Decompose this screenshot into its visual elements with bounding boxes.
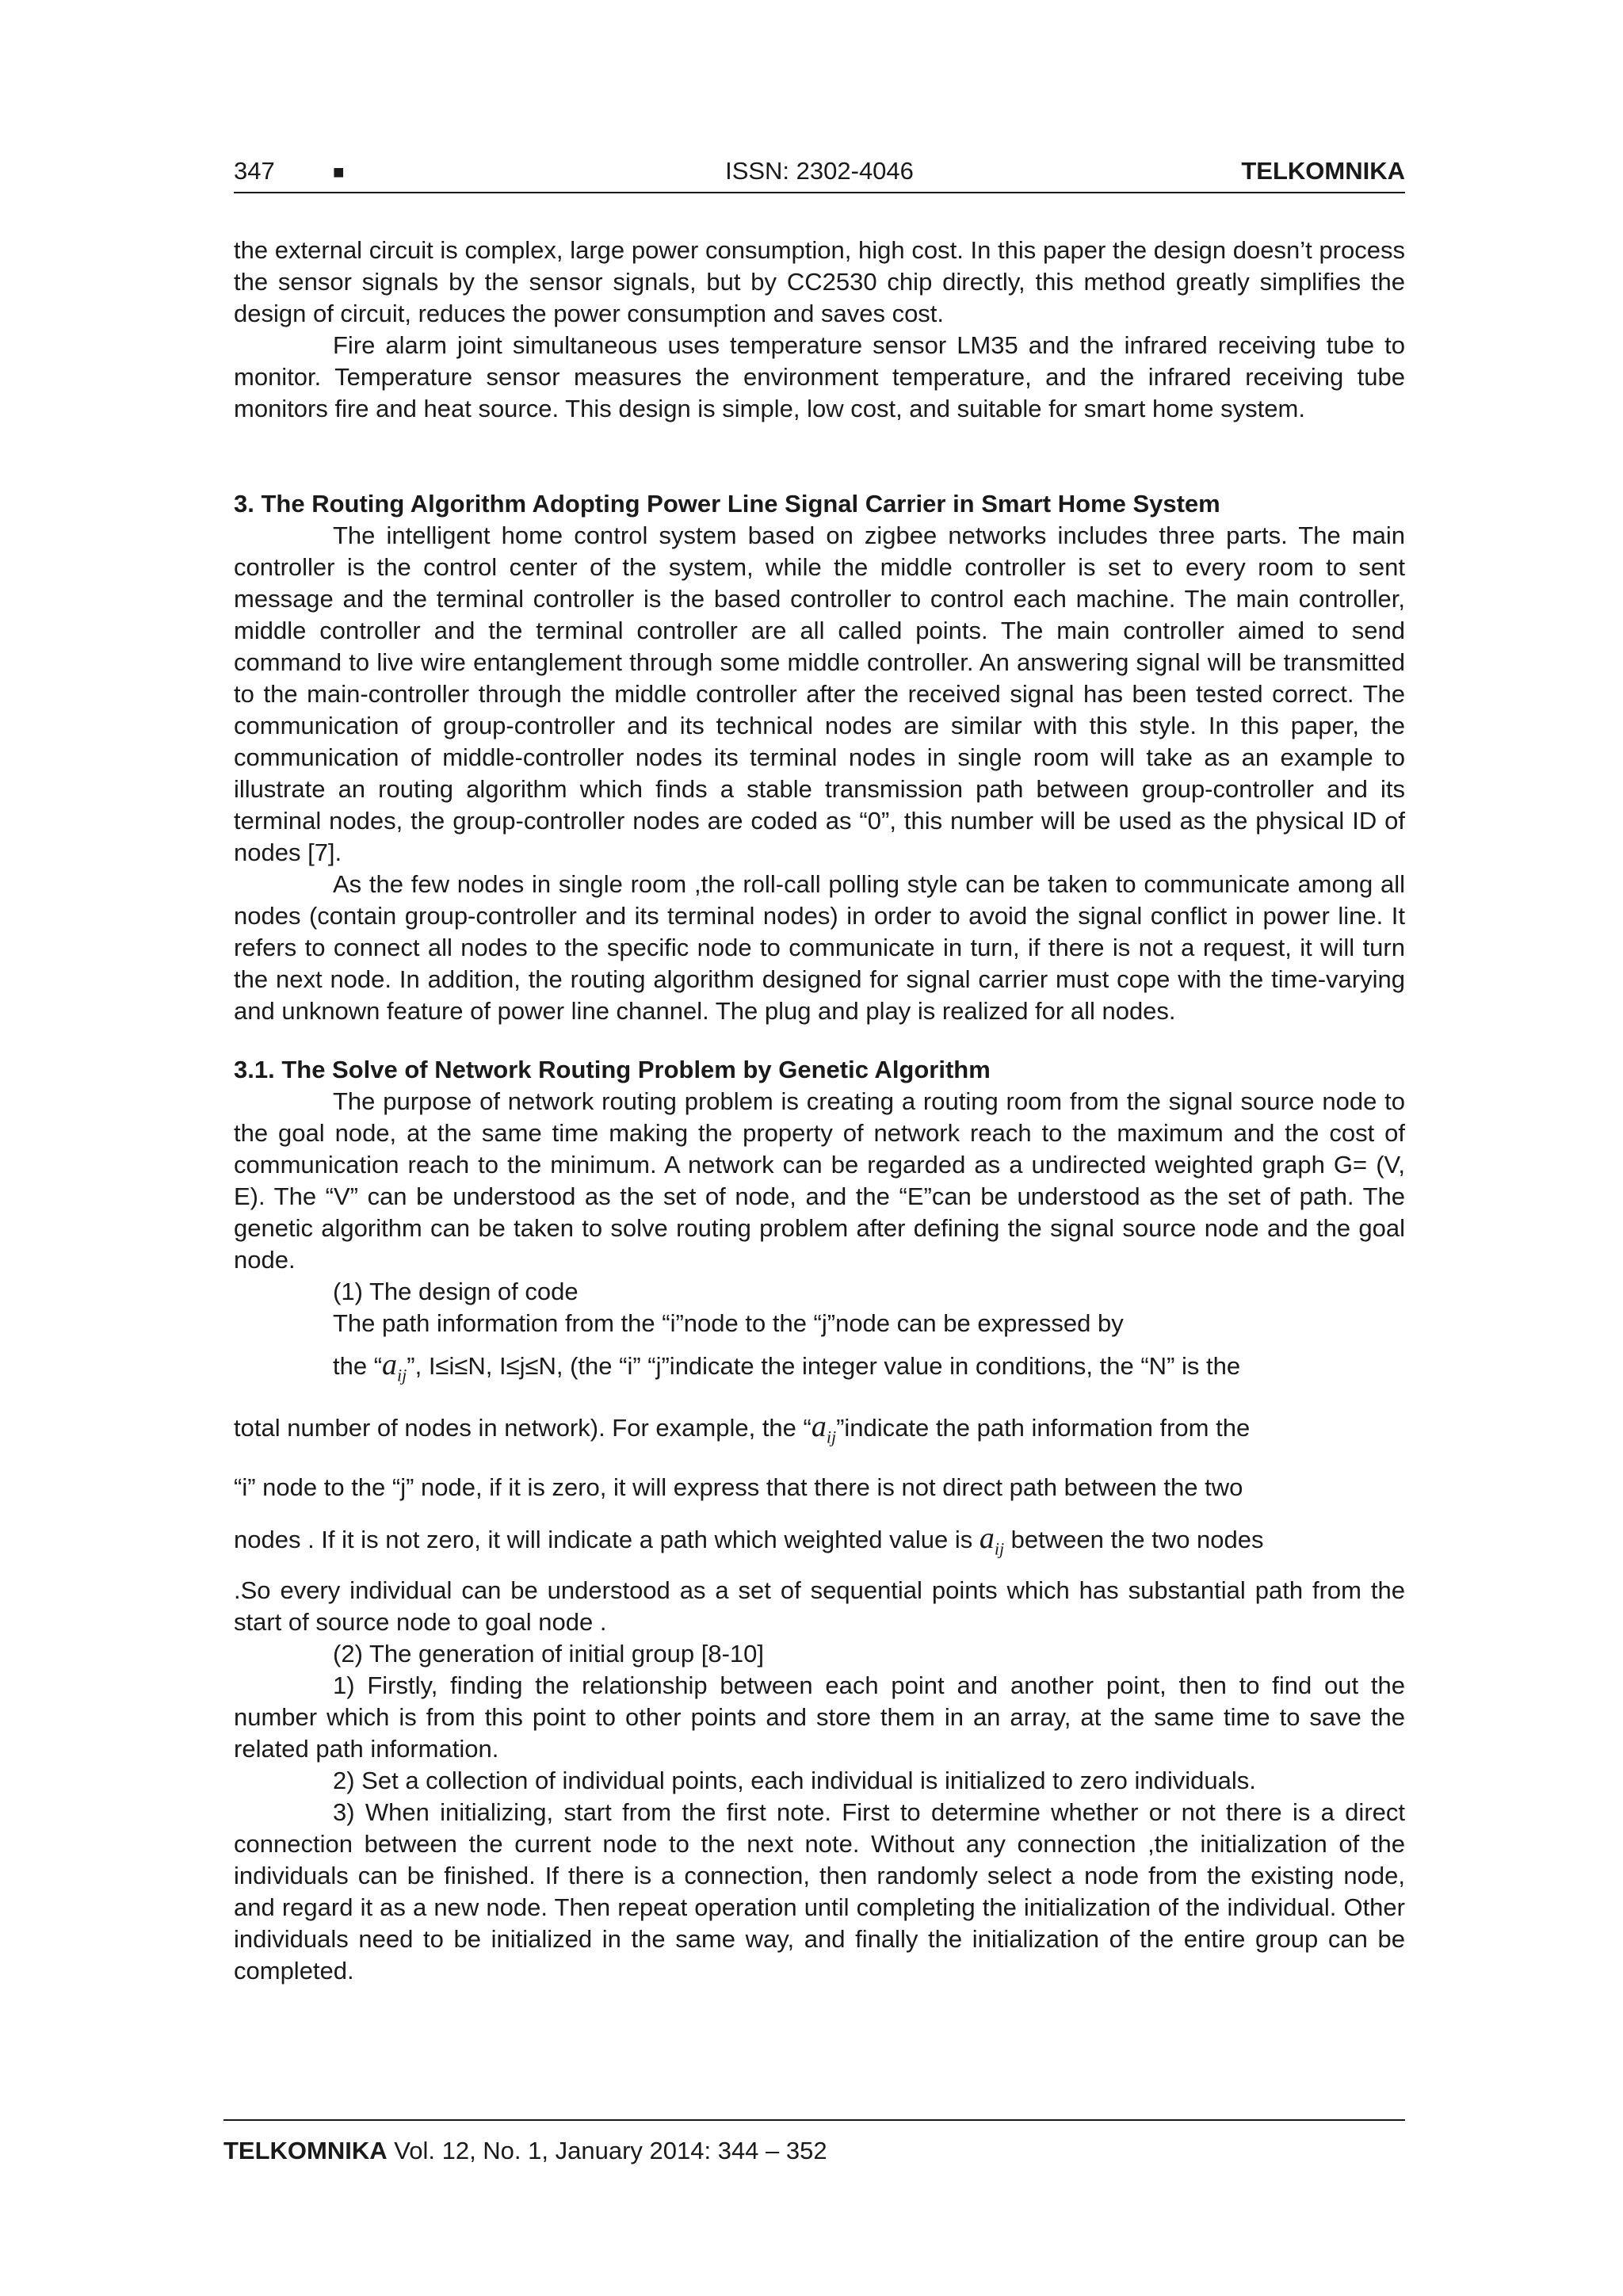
list-item: 3) When initializing, start from the first note. First to determine whether or not there is a direct connection between the current node to the next note. Without any connection ,the initialization of the individuals can be finished. If there is a connection, then randomly select a node from the existing node, and regard it as a new node. Then repeat operation until completing the initialization of the individual. Other individuals need to be initialized in the same way, and finally the initialization of the entire group can be completed. [234, 1797, 1405, 1985]
paragraph: .So every individual can be understood as a set of sequential points which has substantial path from the start of source node to goal node . [234, 1576, 1405, 1636]
math-paragraph: nodes . If it is not zero, it will indicate a path which weighted value is $a_{ij}$ between the two nodes [234, 1522, 1264, 1559]
page-number: 347 [234, 157, 275, 185]
paragraph: As the few nodes in single room ,the roll-call polling style can be taken to communicate among all nodes (contain group-controller and its terminal nodes) in order to avoid the signal conflict in power line. It refers to connect all nodes to the specific node to communicate in turn, if there is not a request, it will turn the next node. In addition, the routing algorithm designed for signal carrier must cope with the time-varying and unknown feature of power line channel. The plug and play is realized for all nodes. [234, 870, 1405, 1025]
list-item: 1) Firstly, finding the relationship between each point and another point, then to find out the number which is from this point to other points and store them in an array, at the same time to save the related path information. [234, 1671, 1405, 1763]
footer-journal: TELKOMNIKA [223, 2137, 388, 2164]
math-paragraph: the “$a_{ij}$”, I≤i≤N, I≤j≤N, (the “i” “j”indicate the integer value in conditions, the “N” is the [333, 1348, 1241, 1385]
math-symbol: $a_{ij}$ [979, 1522, 1005, 1559]
paragraph: The intelligent home control system based on zigbee networks includes three parts. The main controller is the control center of the system, while the middle controller is set to every room to sent message and the terminal controller is the based controller to control each machine. The main controller, middle controller and the terminal controller are all called points. The main controller aimed to send command to live wire entanglement through some middle controller. An answering signal will be transmitted to the main-controller through the middle controller after the received signal has been tested correct. The communication of group-controller and its technical nodes are similar with this style. In this paper, the communication of middle-controller nodes its terminal nodes in single room will take as an example to illustrate an routing algorithm which finds a stable transmission path between group-controller and its terminal nodes, the group-controller nodes are coded as “0”, this number will be used as the physical ID of nodes [7]. [234, 521, 1405, 866]
article-body [234, 235, 1405, 1987]
issn-label: ISSN: 2302-4046 [725, 157, 914, 185]
math-paragraph: total number of nodes in network). For example, the “$a_{ij}”indicate$ the path information from the [234, 1409, 1251, 1447]
section-heading: 3. The Routing Algorithm Adopting Power Line Signal Carrier in Smart Home System [234, 490, 1220, 518]
math-symbol: $a_{ij}$ [811, 1409, 837, 1447]
paragraph: The purpose of network routing problem is creating a routing room from the signal source node to the goal node, at the same time making the property of network reach to the maximum and the cost of communication reach to the minimum. A network can be regarded as a undirected weighted graph G= (V, E). The “V” can be understood as the set of node, and the “E”can be understood as the set of path. The genetic algorithm can be taken to solve routing problem after defining the signal source node and the goal node. [234, 1087, 1405, 1274]
page-header [234, 155, 1405, 193]
paragraph: The path information from the “i”node to the “j”node can be expressed by [333, 1309, 1124, 1337]
page-footer [223, 2119, 1405, 2165]
paragraph: the external circuit is complex, large power consumption, high cost. In this paper the design doesn’t process the sensor signals by the sensor signals, but by CC2530 chip directly, this method greatly simplifies the design of circuit, reduces the power consumption and saves cost. [234, 236, 1405, 327]
list-item: 2) Set a collection of individual points, each individual is initialized to zero individuals. [333, 1766, 1256, 1794]
square-bullet-icon: ■ [333, 162, 345, 183]
paragraph: “i” node to the “j” node, if it is zero, it will express that there is not direct path between the two [234, 1473, 1243, 1502]
math-symbol: $a_{ij}$ [382, 1348, 407, 1385]
list-item: (2) The generation of initial group [8-10] [333, 1639, 764, 1668]
footer-citation: Vol. 12, No. 1, January 2014: 344 – 352 [387, 2137, 827, 2164]
paragraph: Fire alarm joint simultaneous uses temperature sensor LM35 and the infrared receiving tube to monitor. Temperature sensor measures the environment temperature, and the infrared receiving tube monitors fire and heat source. This design is simple, low cost, and suitable for smart home system. [234, 331, 1405, 422]
subsection-heading: 3.1. The Solve of Network Routing Problem by Genetic Algorithm [234, 1056, 991, 1083]
list-item: (1) The design of code [333, 1278, 579, 1305]
journal-name: TELKOMNIKA [1241, 157, 1405, 185]
